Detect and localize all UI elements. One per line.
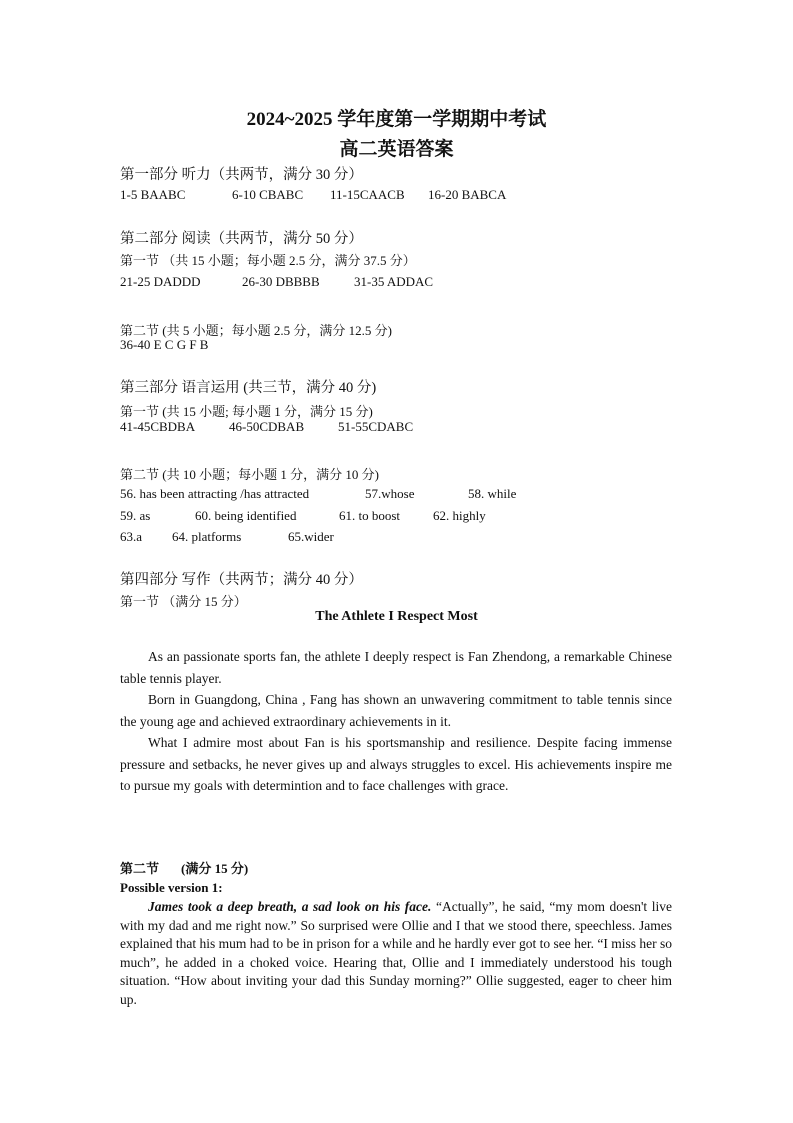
- exam-subtitle: 高二英语答案: [339, 139, 454, 160]
- part3-answer: 64. platforms: [172, 529, 242, 544]
- part3-answer: 61. to boost: [339, 508, 401, 523]
- part3-answer: 59. as: [120, 508, 151, 523]
- essay-paragraph: As an passionate sports fan, the athlete I deeply respect is Fan Zhendong, a remarkable Chinese table tennis player.: [120, 649, 672, 686]
- part3-answer: 46-50CDBAB: [229, 419, 305, 434]
- part3-answer: 63.a: [120, 529, 143, 544]
- part3-answer: 56. has been attracting /has attracted: [120, 486, 310, 501]
- part2-sec1-heading: 第一节 （共 15 小题；每小题 2.5 分，满分 37.5 分）: [120, 253, 416, 268]
- part2-answer: 31-35 ADDAC: [354, 274, 434, 289]
- part2-answer: 26-30 DBBBB: [242, 274, 320, 289]
- part1-answer: 1-5 BAABC: [120, 187, 186, 202]
- part1-answer: 16-20 BABCA: [428, 187, 507, 202]
- exam-title: 2024~2025 学年度第一学期期中考试: [246, 109, 547, 130]
- part1-answer: 6-10 CBABC: [232, 187, 304, 202]
- essay-paragraph: Born in Guangdong, China , Fang has shown an unwavering commitment to table tennis since the young age and achieved extraordinary achievements in it.: [120, 692, 672, 729]
- part3-answer: 60. being identified: [195, 508, 297, 523]
- part3-heading: 第三部分 语言运用 (共三节，满分 40 分): [120, 380, 377, 396]
- part4-sec2-heading: 第二节 (满分 15 分): [120, 861, 249, 876]
- part2-answer: 21-25 DADDD: [120, 274, 201, 289]
- part4-heading: 第四部分 写作（共两节；满分 40 分）: [120, 572, 363, 588]
- part2-sec2-heading: 第二节 (共 5 小题；每小题 2.5 分，满分 12.5 分): [120, 323, 392, 338]
- part3-sec2-heading: 第二节 (共 10 小题；每小题 1 分，满分 10 分): [120, 467, 379, 482]
- continuation-paragraph: James took a deep breath, a sad look on his face. “Actually”, he said, “my mom doesn't live with my dad and me right now.” So surprised were Ollie and I that we stood there, speechless. James explained that his mum had to be in prison for a while and he hardly ever got to see her. “I miss her so much”, he added in a choked voice. Hearing that, Ollie and I immediately understood his tough situation. “How about inviting your dad this Sunday morning?” Ollie suggested, eager to cheer him up.: [120, 899, 672, 1007]
- part3-answer: 62. highly: [433, 508, 486, 523]
- essay-title: The Athlete I Respect Most: [315, 609, 478, 624]
- essay-paragraph: What I admire most about Fan is his sportsmanship and resilience. Despite facing immense pressure and setbacks, he never gives up and always struggles to excel. His achievements inspire me to pursue my goals with determintion and to face challenges with grace.: [120, 735, 672, 793]
- possible-version-label: Possible version 1:: [120, 880, 223, 895]
- part2-answer: 36-40 E C G F B: [120, 337, 209, 352]
- part1-answer: 11-15CAACB: [330, 187, 405, 202]
- part3-answer: 58. while: [468, 486, 517, 501]
- part4-sec1-heading: 第一节 （满分 15 分）: [120, 594, 247, 609]
- part2-heading: 第二部分 阅读（共两节，满分 50 分）: [120, 231, 363, 247]
- part1-heading: 第一部分 听力（共两节，满分 30 分）: [120, 167, 363, 183]
- part3-answer: 65.wider: [288, 529, 334, 544]
- part3-sec1-heading: 第一节 (共 15 小题; 每小题 1 分，满分 15 分): [120, 404, 373, 419]
- part3-answer: 57.whose: [365, 486, 415, 501]
- part3-answer: 41-45CBDBA: [120, 419, 196, 434]
- part3-answer: 51-55CDABC: [338, 419, 414, 434]
